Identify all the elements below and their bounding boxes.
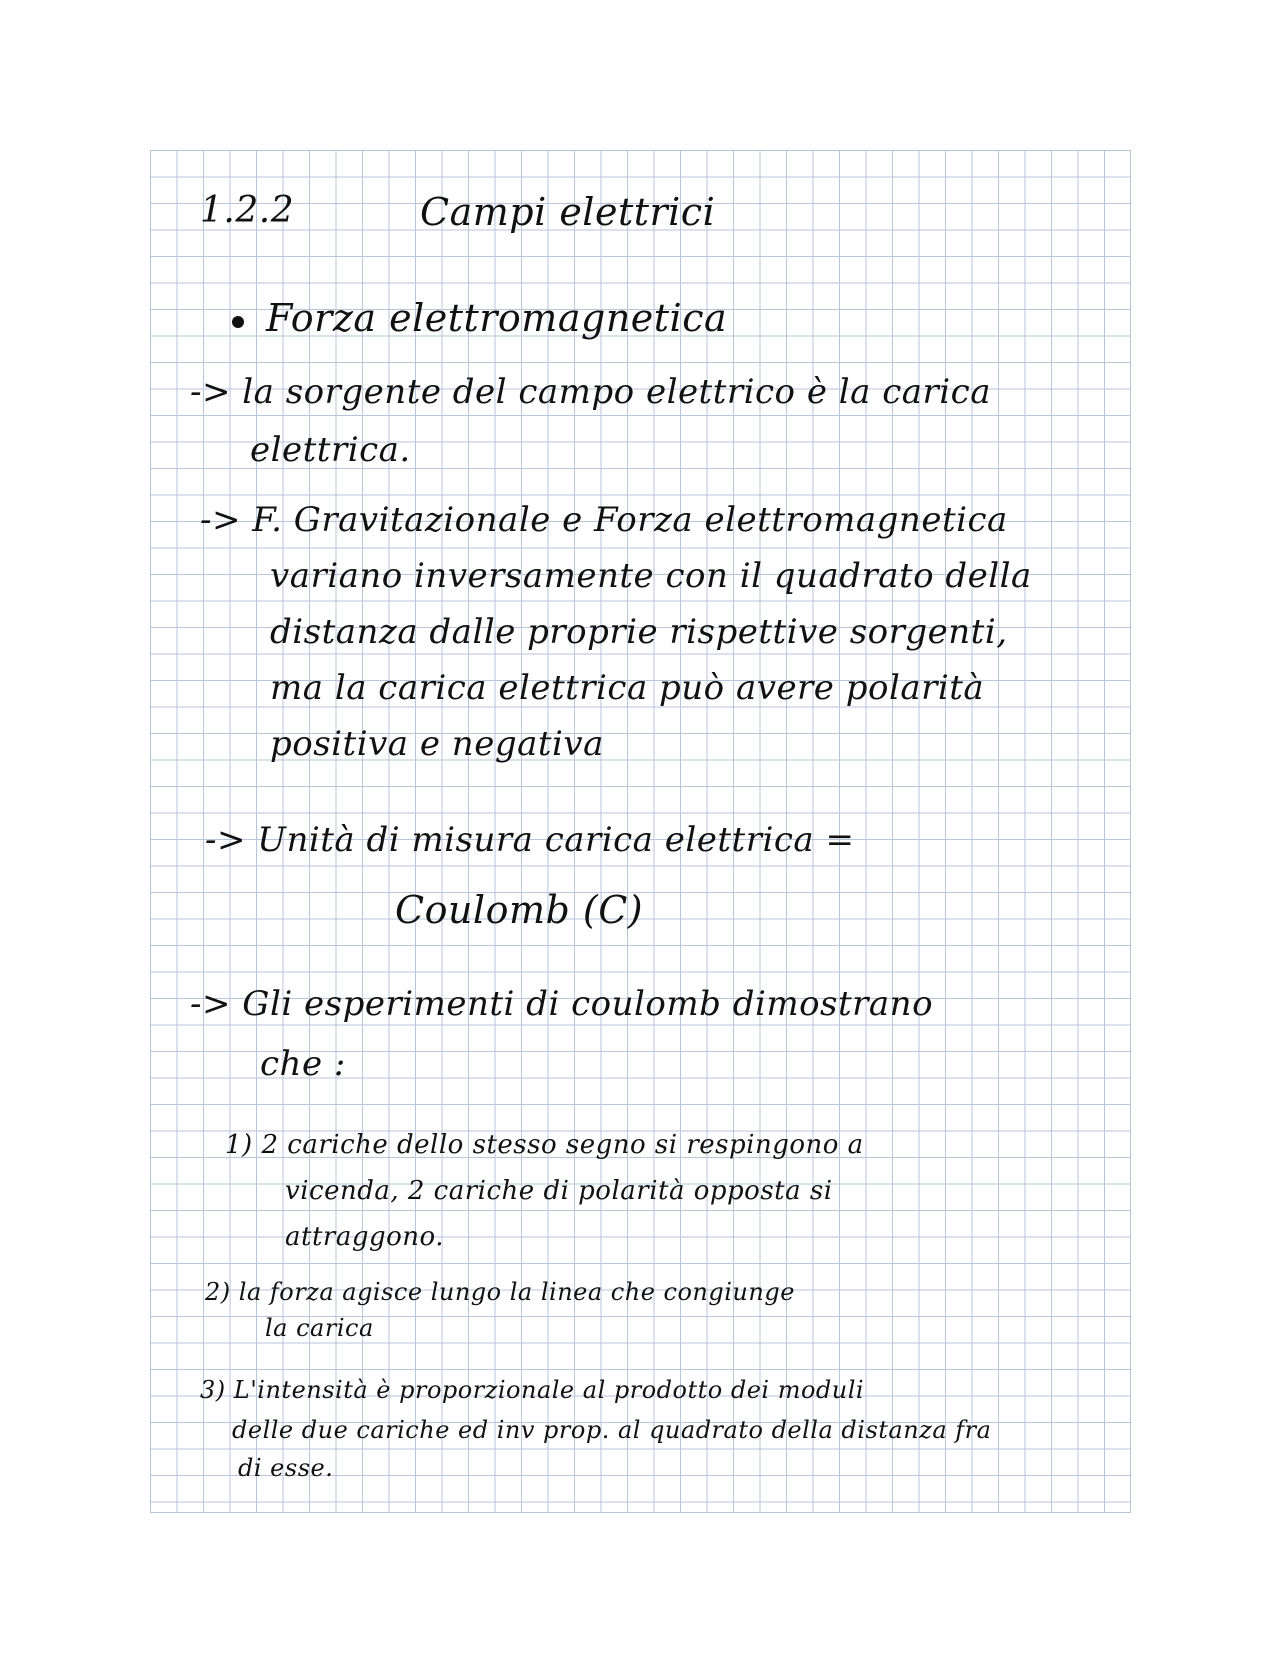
line-4: variano inversamente con il quadrato della xyxy=(270,556,1032,596)
bullet-dot xyxy=(232,316,244,328)
line-2: elettrica. xyxy=(250,430,411,470)
point-3-line-3: di esse. xyxy=(238,1454,334,1482)
point-1-line-1: 1) 2 cariche dello stesso segno si respingono a xyxy=(225,1130,864,1160)
line-7: positiva e negativa xyxy=(270,724,604,764)
point-3-line-2: delle due cariche ed inv prop. al quadrato della distanza fra xyxy=(232,1416,992,1444)
point-1-line-2: vicenda, 2 cariche di polarità opposta si xyxy=(285,1176,833,1206)
point-2-line-1: 2) la forza agisce lungo la linea che congiunge xyxy=(205,1278,795,1306)
point-1-line-3: attraggono. xyxy=(285,1222,444,1252)
line-6: ma la carica elettrica può avere polarità xyxy=(270,668,985,708)
section-title: Campi elettrici xyxy=(420,190,716,234)
line-5: distanza dalle proprie rispettive sorgenti, xyxy=(270,612,1008,652)
bullet-heading xyxy=(232,296,727,340)
line-10: -> Gli esperimenti di coulomb dimostrano xyxy=(190,984,934,1024)
point-2-line-2: la carica xyxy=(265,1314,374,1342)
section-number: 1.2.2 xyxy=(200,190,295,231)
line-1: -> la sorgente del campo elettrico è la carica xyxy=(190,372,991,412)
line-3: -> F. Gravitazionale e Forza elettromagnetica xyxy=(200,500,1008,540)
line-11: che : xyxy=(260,1044,346,1084)
line-8: -> Unità di misura carica elettrica = xyxy=(205,820,855,860)
bullet-text: Forza elettromagnetica xyxy=(266,296,728,340)
point-3-line-1: 3) L'intensità è proporzionale al prodotto dei moduli xyxy=(200,1376,865,1404)
line-9: Coulomb (C) xyxy=(395,888,644,932)
